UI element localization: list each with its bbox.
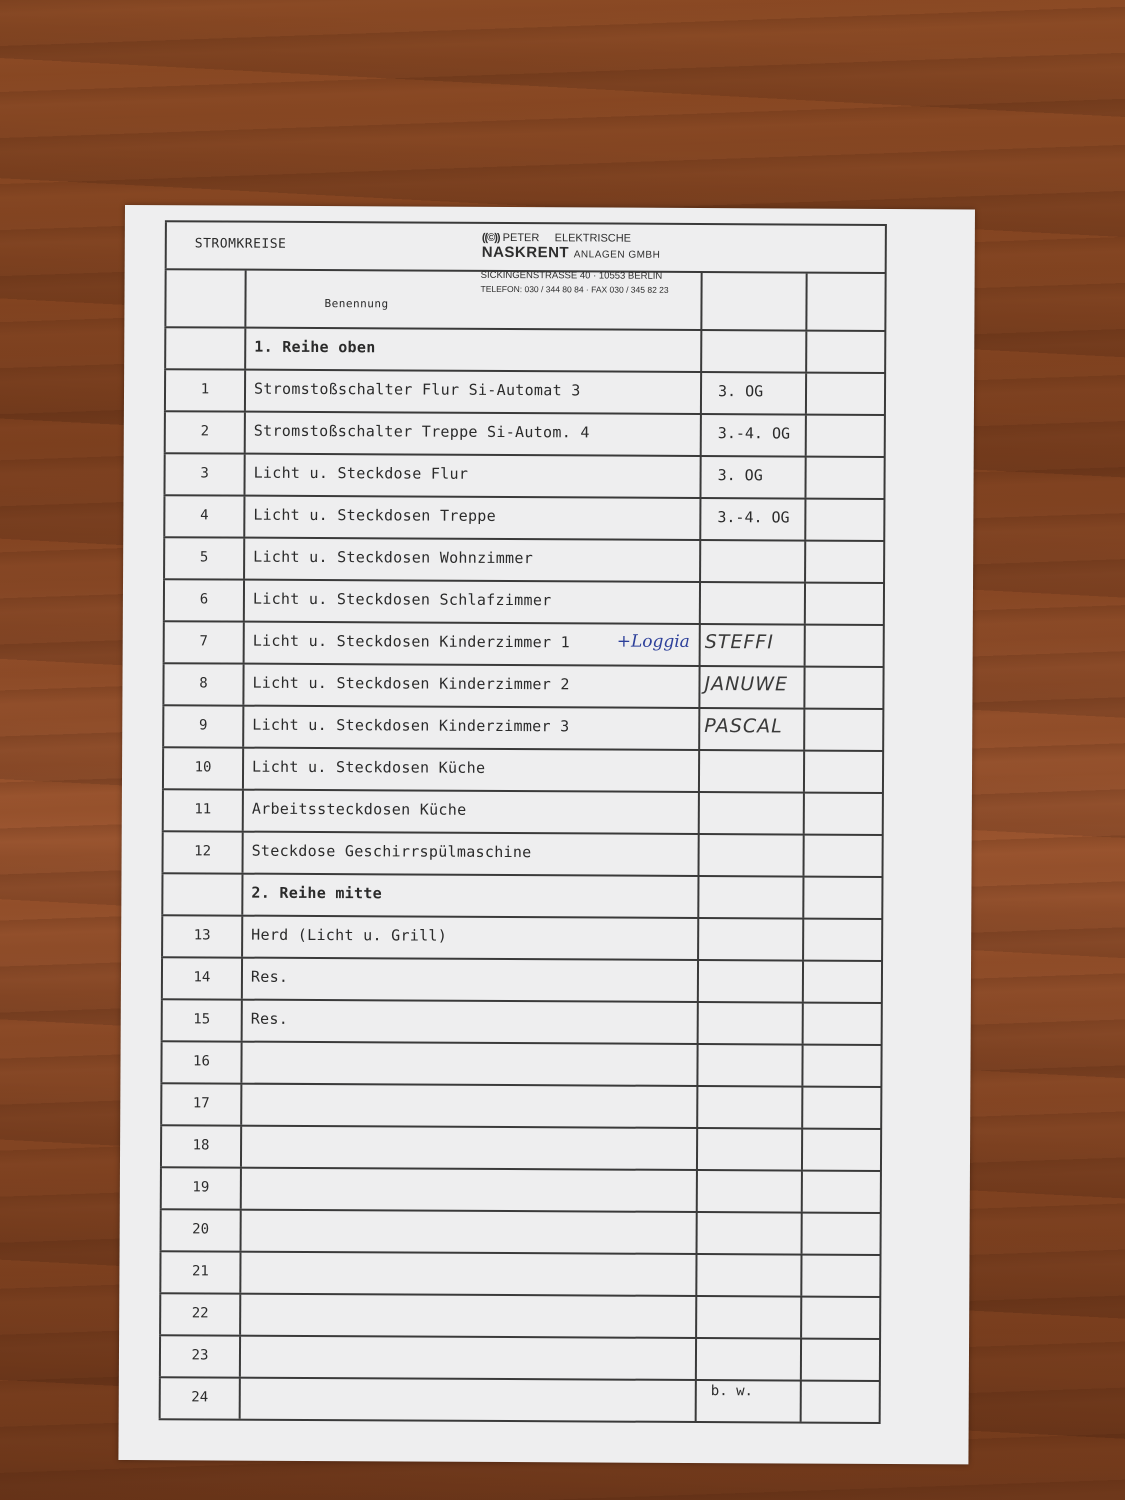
circuit-number: 6 <box>199 591 209 608</box>
handwritten-name: JANUWE <box>704 673 789 696</box>
circuit-number: 20 <box>192 1221 210 1238</box>
circuit-name: Licht u. Steckdose Flur <box>253 463 469 483</box>
circuit-number: 24 <box>191 1389 209 1406</box>
header-title-cell <box>165 222 887 272</box>
circuit-number: 14 <box>193 969 211 986</box>
company-logo-icon: ((©)) <box>481 231 500 244</box>
column-header-benennung: Benennung <box>324 297 389 311</box>
circuit-number: 7 <box>199 633 208 650</box>
circuit-name: Licht u. Steckdosen Schlafzimmer <box>252 589 552 610</box>
table-header-columns <box>164 270 886 332</box>
circuit-name: Herd (Licht u. Grill) <box>251 925 448 945</box>
circuit-number: 17 <box>192 1095 210 1112</box>
circuit-number: 5 <box>199 549 209 566</box>
circuit-name: Licht u. Steckdosen Wohnzimmer <box>253 547 534 568</box>
table-row <box>163 622 885 668</box>
circuit-location: 3.-4. OG <box>717 508 790 527</box>
circuit-number: 15 <box>193 1011 211 1028</box>
company-last-name: NASKRENT <box>481 243 570 262</box>
table-row <box>162 790 884 836</box>
circuit-number: 1 <box>200 381 210 398</box>
table-row <box>161 1000 883 1046</box>
table-row <box>161 916 883 962</box>
form-title: STROMKREISE <box>194 236 287 252</box>
circuit-name: Stromstoßschalter Treppe Si-Autom. 4 <box>253 421 590 442</box>
table-row <box>159 1336 881 1382</box>
table-row <box>164 370 886 416</box>
handwritten-name: STEFFI <box>704 631 774 654</box>
circuit-name: Licht u. Steckdosen Kinderzimmer 1 <box>252 631 571 652</box>
circuit-number: 8 <box>199 675 208 692</box>
table-row <box>159 1252 881 1298</box>
company-stamp <box>482 232 702 262</box>
circuit-number: 23 <box>191 1347 209 1364</box>
table-row <box>163 454 885 500</box>
table-row <box>163 538 885 584</box>
circuit-number: 3 <box>200 465 209 482</box>
table-row <box>160 1126 882 1172</box>
circuit-number: 22 <box>191 1305 209 1322</box>
table-row <box>160 1042 882 1088</box>
circuit-number: 12 <box>194 843 212 860</box>
circuit-name: 1. Reihe oben <box>254 337 376 357</box>
handwritten-note: +Loggia <box>616 631 690 652</box>
circuit-name: 2. Reihe mitte <box>251 883 383 903</box>
circuit-number: 2 <box>200 423 210 440</box>
table-row <box>162 748 884 794</box>
table-row <box>163 580 885 626</box>
circuit-name: Steckdose Geschirrspülmaschine <box>251 841 532 862</box>
table-body <box>159 328 887 1424</box>
circuit-name: Licht u. Steckdosen Kinderzimmer 2 <box>252 673 570 694</box>
company-type-line2: ANLAGEN GMBH <box>573 249 661 261</box>
table-row <box>159 1294 881 1340</box>
table-row <box>159 1378 881 1424</box>
circuit-number: 9 <box>199 717 208 734</box>
table-row <box>164 328 886 374</box>
circuit-number: 13 <box>193 927 211 944</box>
table-row <box>161 874 883 920</box>
circuit-name: Arbeitssteckdosen Küche <box>251 799 467 819</box>
circuit-location: 3. OG <box>717 382 764 401</box>
footer-note: b. w. <box>710 1383 753 1400</box>
table-row <box>160 1084 882 1130</box>
circuit-number: 19 <box>192 1179 210 1196</box>
circuit-name: Res. <box>250 1009 289 1028</box>
circuit-number: 10 <box>194 759 212 776</box>
company-phone: TELEFON: 030 / 344 80 84 · FAX 030 / 345 82 23 <box>480 283 669 295</box>
table-row <box>162 664 884 710</box>
circuit-location: 3. OG <box>717 466 763 485</box>
circuit-number: 21 <box>191 1263 209 1280</box>
circuit-name: Licht u. Steckdosen Küche <box>252 757 486 777</box>
paper-sheet <box>118 205 975 1464</box>
circuit-location: 3.-4. OG <box>717 424 791 443</box>
circuit-number: 16 <box>193 1053 210 1070</box>
table-row <box>160 1168 882 1214</box>
circuit-number: 11 <box>194 801 212 818</box>
table-row <box>160 1210 882 1256</box>
circuit-table <box>159 220 887 1424</box>
circuit-name: Licht u. Steckdosen Kinderzimmer 3 <box>252 715 570 736</box>
company-type-line1: ELEKTRISCHE <box>554 232 632 245</box>
table-row <box>162 706 884 752</box>
circuit-name: Licht u. Steckdosen Treppe <box>253 505 497 525</box>
table-row <box>161 832 883 878</box>
table-row <box>161 958 883 1004</box>
table-row <box>163 496 885 542</box>
circuit-number: 18 <box>192 1137 210 1154</box>
handwritten-name: PASCAL <box>704 715 783 738</box>
company-first-name: PETER <box>502 231 540 245</box>
table-header-top <box>165 222 887 274</box>
circuit-name: Res. <box>250 967 289 986</box>
circuit-number: 4 <box>200 507 209 524</box>
circuit-name: Stromstoßschalter Flur Si-Automat 3 <box>253 379 581 400</box>
table-row <box>164 412 886 458</box>
company-address: SICKINGENSTRASSE 40 · 10553 BERLIN <box>480 269 663 282</box>
